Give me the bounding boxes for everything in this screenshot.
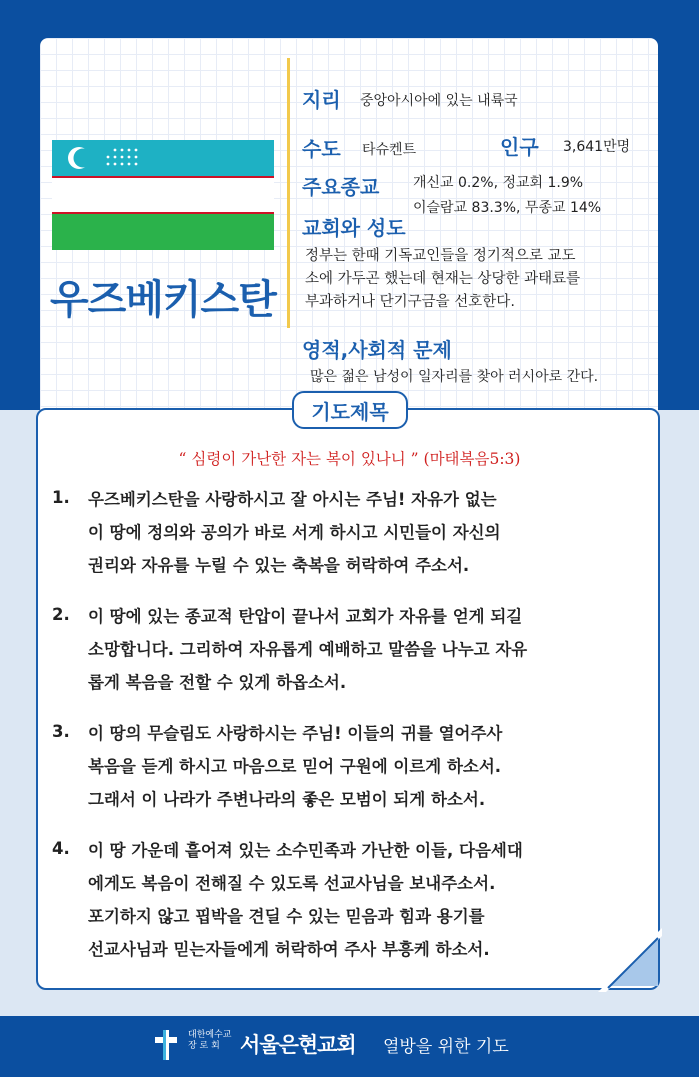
prayer-item-4-number: 4. (52, 839, 70, 858)
prayer-item-4-line: 포기하지 않고 핍박을 견딜 수 있는 믿음과 힘과 용기를 (88, 907, 485, 926)
church-line-2: 소에 가두곤 했는데 현재는 상당한 과태료를 (305, 271, 581, 287)
prayer-item-3-line: 그래서 이 나라가 주변나라의 좋은 모범이 되게 하소서. (88, 790, 486, 809)
prayer-item-1-line: 우즈베키스탄을 사랑하시고 잘 아시는 주님! 자유가 없는 (88, 490, 497, 509)
church-line-3: 부과하거나 단기구금을 선호한다. (305, 294, 515, 310)
prayer-item-3-number: 3. (52, 722, 70, 741)
population-value: 3,641만명 (563, 139, 631, 155)
church-line-1: 정부는 한때 기독교인들을 정기적으로 교도 (305, 248, 576, 264)
church-name: 서울은현교회 (240, 1033, 356, 1057)
prayer-item-2-line: 소망합니다. 그리하여 자유롭게 예배하고 말씀을 나누고 자유 (88, 640, 528, 659)
country-name: 우즈베키스탄 (50, 277, 276, 323)
religion-label: 주요종교 (302, 175, 380, 199)
issues-label: 영적,사회적 문제 (302, 338, 452, 362)
prayer-item-2 (88, 600, 648, 699)
denomination-line-2: 장 로 회 (188, 1041, 220, 1051)
prayer-item-3-line: 복음을 듣게 하시고 마음으로 믿어 구원에 이르게 하소서. (88, 757, 502, 776)
capital-label: 수도 (302, 137, 341, 161)
religion-line-2: 이슬람교 83.3%, 무종교 14% (413, 200, 602, 216)
bible-verse: “ 심령이 가난한 자는 복이 있나니 ” (마태복음5:3) (178, 450, 521, 468)
prayer-item-1-number: 1. (52, 488, 70, 507)
prayer-item-2-line: 롭게 복음을 전할 수 있게 하옵소서. (88, 673, 347, 692)
prayer-item-4 (88, 834, 648, 966)
info-divider (287, 58, 290, 328)
capital-value: 타슈켄트 (362, 142, 417, 158)
denomination-line-1: 대한예수교 (188, 1030, 232, 1040)
prayer-title: 기도제목 (292, 391, 408, 429)
geography-label: 지리 (302, 88, 341, 112)
prayer-item-1-line: 이 땅에 정의와 공의가 바로 서게 하시고 시민들이 자신의 (88, 523, 501, 542)
population-label: 인구 (500, 135, 539, 159)
prayer-item-4-line: 선교사님과 믿는자들에게 허락하여 주사 부흥케 하소서. (88, 940, 490, 959)
church-label: 교회와 성도 (302, 216, 406, 240)
cross-logo-icon (152, 1028, 180, 1062)
prayer-item-1 (88, 483, 648, 582)
church-text (305, 245, 580, 314)
geography-value: 중앙아시아에 있는 내륙국 (360, 93, 518, 109)
prayer-item-4-line: 이 땅 가운데 흩어져 있는 소수민족과 가난한 이들, 다음세대 (88, 841, 523, 860)
prayer-item-2-line: 이 땅에 있는 종교적 탄압이 끝나서 교회가 자유를 얻게 되길 (88, 607, 523, 626)
denomination (188, 1030, 231, 1052)
prayer-item-3-line: 이 땅의 무슬림도 사랑하시는 주님! 이들의 귀를 열어주사 (88, 724, 503, 743)
prayer-item-1-line: 권리와 자유를 누릴 수 있는 축복을 허락하여 주소서. (88, 556, 470, 575)
uzbekistan-flag-icon (52, 140, 274, 250)
issues-value: 많은 젊은 남성이 일자리를 찾아 러시아로 간다. (310, 369, 599, 385)
prayer-for-nations-label: 열방을 위한 기도 (383, 1037, 509, 1057)
religion-line-1: 개신교 0.2%, 정교회 1.9% (413, 175, 584, 191)
prayer-item-2-number: 2. (52, 605, 70, 624)
prayer-item-4-line: 에게도 복음이 전해질 수 있도록 선교사님을 보내주소서. (88, 874, 496, 893)
prayer-item-3 (88, 717, 648, 816)
